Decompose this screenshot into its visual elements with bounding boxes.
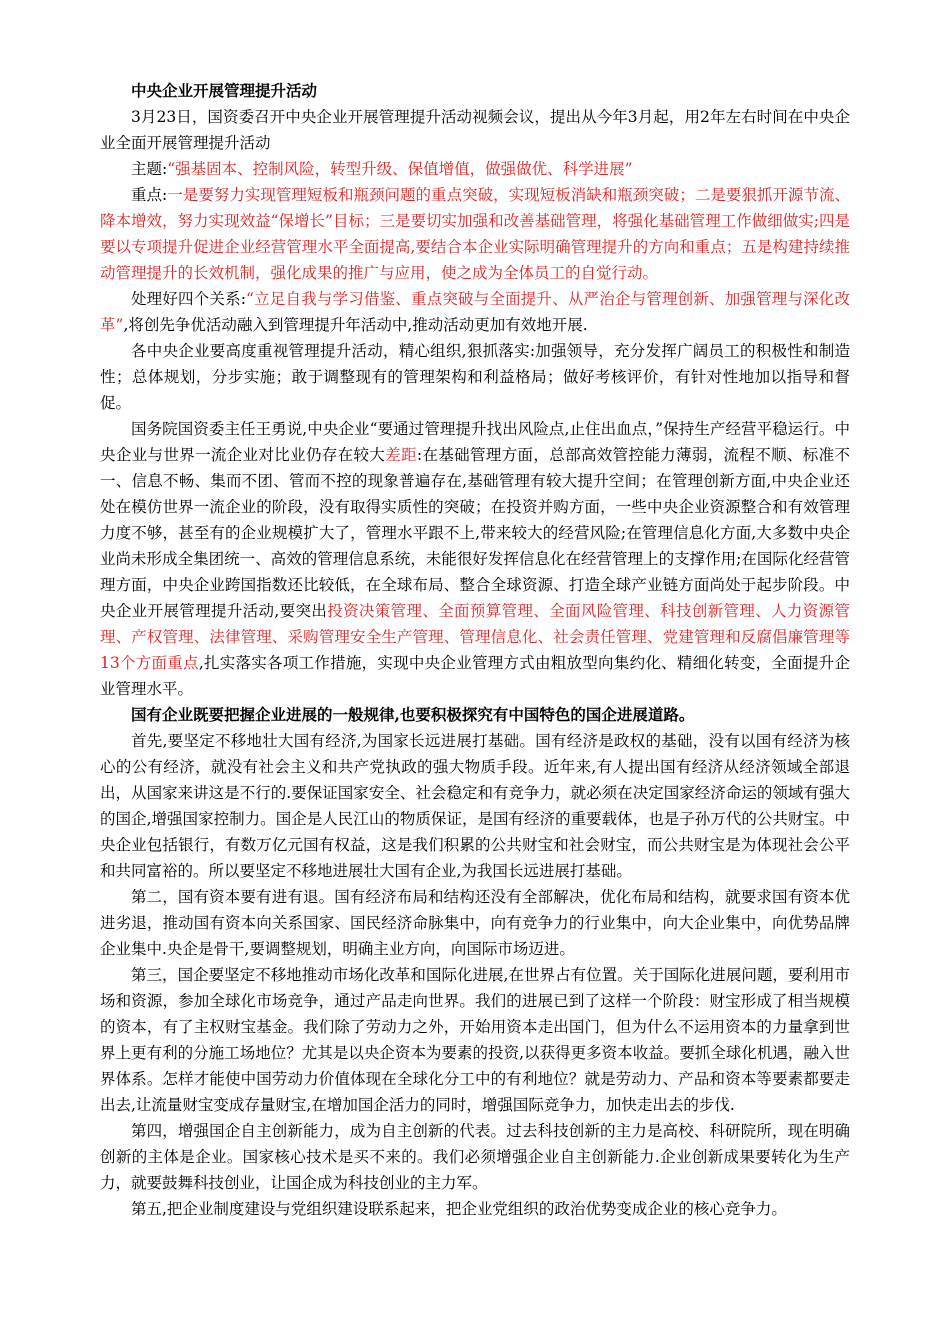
fourth-paragraph: 第四，增强国企自主创新能力，成为自主创新的代表。过去科技创新的主力是高校、科研院所，现在明确创新的主体是企业。国家核心技术是买不来的。我们必须增强企业自主创新能力.企业创新成果要转化为生产力，就要鼓舞科技创业，让国企成为科技创业的主力军。 <box>100 1122 850 1192</box>
fifth-paragraph: 第五,把企业制度建设与党组织建设联系起来，把企业党组织的政治优势变成企业的核心竞争力。 <box>131 1200 787 1218</box>
focus-paragraph <box>100 182 850 286</box>
relations-rest: ,将创先争优活动融入到管理提升年活动中,推动活动更加有效地开展. <box>123 316 588 334</box>
focus-text: 一是要努力实现管理短板和瓶颈问题的重点突破，实现短板消缺和瓶颈突破；二是要狠抓开源节流、降本增效，努力实现效益“保增长”目标；三是要切实加强和改善基础管理，将强化基础管理工作做细做实;四是要以专项提升促进企业经营管理水平全面提高,要结合本企业实际明确管理提升的方向和重点；五是构建持续推动管理提升的长效机制，强化成果的推广与应用，使之成为全体员工的自觉行动。 <box>100 186 850 282</box>
third-paragraph: 第三，国企要坚定不移地推动市场化改革和国际化进展,在世界占有位置。关于国际化进展问题，要利用市场和资源，参加全球化市场竞争，通过产品走向世界。我们的进展已到了这样一个阶段：财宝形成了相当规模的资本，有了主权财宝基金。我们除了劳动力之外，开始用资本走出国门，但为什么不运用资本的力量拿到世界上更有利的分施工场地位？尤其是以央企资本为要素的投资,以获得更多资本收益。要抓全球化机遇，融入世界体系。怎样才能使中国劳动力价值体现在全球化分工中的有利地位？就是劳动力、产品和资本等要素都要走出去,让流量财宝变成存量财宝,在增加国企活力的同时，增强国际竞争力，加快走出去的步伐. <box>100 966 850 1114</box>
section-heading: 中央企业开展管理提升活动 <box>131 81 318 100</box>
bold-statement: 国有企业既要把握企业进展的一般规律,也要积极探究有中国特色的国企进展道路。 <box>131 705 695 724</box>
focus-label: 重点: <box>131 186 168 204</box>
wang-gap: 差距 <box>385 446 417 464</box>
wang-text-c: :在基础管理方面，总部高效管控能力薄弱，流程不顺、标准不一、信息不畅、集而不团、管而不控的现象普遍存在,基础管理有较大提升空间；在管理创新方面,中央企业还处在模仿世界一流企业的阶段，没有取得实质性的突破；在投资并购方面，一些中央企业资源整合和有效管理力度不够，甚至有的企业规模扩大了，管理水平跟不上,带来较大的经营风险;在管理信息化方面,大多数中央企业尚未形成全集团统一、高效的管理信息系统，未能很好发挥信息化在经营管理上的支撑作用;在国际化经营管理方面，中央企业跨国指数还比较低，在全球布局、整合全球资源、打造全球产业链方面尚处于起步阶段。中央企业开展管理提升活动,要突出 <box>100 446 850 620</box>
second-paragraph: 第二，国有资本要有进有退。国有经济布局和结构还没有全部解决，优化布局和结构，就要求国有资本优进劣退，推动国有资本向关系国家、国民经济命脉集中，向有竞争力的行业集中，向大企业集中，向优势品牌企业集中.央企是骨干,要调整规划，明确主业方向，向国际市场迈进。 <box>100 888 850 958</box>
theme-label: 主题: <box>131 160 168 178</box>
relations-label: 处理好四个关系: <box>131 290 247 308</box>
relations-paragraph <box>100 286 850 338</box>
theme-text: “强基固本、控制风险，转型升级、保值增值，做强做优、科学进展” <box>167 160 633 178</box>
wang-focus-areas: 投资决策管理、全面预算管理、全面风险管理、科技创新管理、人力资源管理、产权管理、法律管理、采购管理安全生产管理、管理信息化、社会责任管理、党建管理和反腐倡廉管理等13个方面重点 <box>100 602 850 672</box>
document-body <box>100 78 850 1222</box>
wang-text-e: ,扎实落实各项工作措施，实现中央企业管理方式由粗放型向集约化、精细化转变，全面提升企业管理水平。 <box>100 654 850 698</box>
requirements-paragraph: 各中央企业要高度重视管理提升活动，精心组织,狠抓落实:加强领导，充分发挥广阔员工的积极性和制造性；总体规划，分步实施；敢于调整现有的管理架构和利益格局；做好考核评价，有针对性地加以指导和督促。 <box>100 342 850 412</box>
intro-paragraph: 3月23日，国资委召开中央企业开展管理提升活动视频会议，提出从今年3月起，用2年左右时间在中央企业全面开展管理提升活动 <box>100 108 850 152</box>
relations-text: “立足自我与学习借鉴、重点突破与全面提升、从严治企与管理创新、加强管理与深化改革” <box>100 290 850 334</box>
wang-text-a: 国务院国资委主任王勇说,中央企业“要通过管理提升找出风险点,止住出血点，”保持生产经营平稳运行。中央企业与世界一流企业对比业仍存在较大 <box>100 420 850 464</box>
theme-paragraph <box>100 156 850 182</box>
first-paragraph: 首先,要坚定不移地壮大国有经济,为国家长远进展打基础。国有经济是政权的基础，没有以国有经济为核心的公有经济，就没有社会主义和共产党执政的强大物质手段。近年来,有人提出国有经济从经济领域全部退出，从国家来讲这是不行的.要保证国家安全、社会稳定和有竞争力，就必须在决定国家经济命运的领域有强大的国企,增强国家控制力。国企是人民江山的物质保证，是国有经济的重要载体，也是子孙万代的公共财宝。中央企业包括银行，有数万亿元国有权益，这是我们积累的公共财宝和社会财宝，而公共财宝是为体现社会公平和共同富裕的。所以要坚定不移地进展壮大国有企业,为我国长远进展打基础。 <box>100 732 850 880</box>
wang-paragraph <box>100 416 850 702</box>
